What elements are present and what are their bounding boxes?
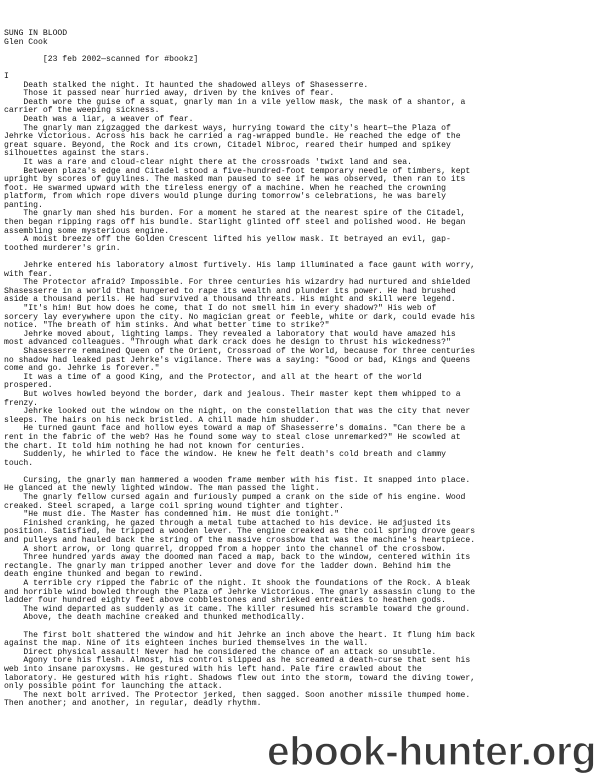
text-line: Death wore the guise of a squat, gnarly man in a vile yellow mask, the mask of a shantor, a	[4, 97, 466, 107]
text-line: against the map. Nine of its eighteen inches buried themselves in the wall.	[4, 639, 369, 649]
text-line: Shasesserre in a world that hungered to rape its wealth and plunder its power. He had brushed	[4, 286, 456, 296]
paragraph-block	[4, 82, 596, 254]
text-line: Those it passed near hurried away, driven by the knives of fear.	[4, 89, 335, 99]
text-line: A short arrow, or long quarrel, dropped from a hopper into the channel of the crossbow.	[4, 544, 446, 554]
text-line: position. Satisfied, he tripped a wooden lever. The engine creaked as the coil spring drove gears	[4, 527, 476, 537]
text-line: carrier of the weeping sickness.	[4, 106, 160, 116]
text-line: no shadow had leaked past Jehrke's vigilance. There was a saying: "Good or bad, Kings and Queens	[4, 355, 471, 365]
text-line: Agony tore his flesh. Almost, his control slipped as he screamed a death-curse that sent his	[4, 656, 471, 666]
text-line: rent in the fabric of the web? Has he found some way to steal close unremarked?" He scowled at	[4, 432, 461, 442]
text-line: and pulleys and hauled back the string of the massive crossbow that was the machine's heartpiece.	[4, 536, 476, 546]
text-line: frenzy.	[4, 398, 38, 408]
text-line: But wolves howled beyond the border, dark and jealous. Their master kept them whipped to a	[4, 389, 461, 399]
text-line: sorcery lay everywhere upon the city. No magician great or feeble, white or dark, could evade his	[4, 312, 476, 322]
text-line: Above, the death machine creaked and thunked methodically.	[4, 613, 306, 623]
paragraph-block	[4, 262, 596, 468]
text-line: The gnarly fellow cursed again and furiously pumped a crank on the side of his engine. Wood	[4, 493, 466, 503]
text-line: notice. "The breath of him stinks. And what better time to strike?"	[4, 321, 330, 331]
text-line: ladder four hundred eighty feet above cobblestones and shrieked entreaties to heathen gods.	[4, 596, 446, 606]
text-line: Between plaza's edge and Citadel stood a five-hundred-foot temporary needle of timbers, kept	[4, 166, 471, 176]
text-line: web into insane paroxysms. He gestured with his left hand. Pale fire crawled about the	[4, 664, 422, 674]
text-line: Jehrke moved about, lighting lamps. They revealed a laboratory that would have amazed his	[4, 329, 456, 339]
text-line: Cursing, the gnarly man hammered a wooden frame member with his fist. It snapped into place.	[4, 475, 471, 485]
text-line: rectangle. The gnarly man tripped another lever and dove for the ladder down. Behind him the	[4, 561, 451, 571]
text-line: The first bolt shattered the window and hit Jehrke an inch above the heart. It flung him back	[4, 630, 476, 640]
book-author: Glen Cook	[4, 37, 48, 47]
text-line: "It's him! But how does he come, that I do not smell him in every shadow?" His web of	[4, 304, 437, 313]
scan-note: [23 feb 2002—scanned for #bookz]	[42, 54, 199, 64]
text-line: Finished cranking, he gazed through a metal tube attached to his device. He adjusted its	[4, 518, 451, 528]
text-line: Three hundred yards away the doomed man faced a map, back to the window, centered within its	[4, 553, 471, 563]
document-page	[4, 30, 596, 709]
text-line: prospered.	[4, 381, 53, 391]
text-line: platform, from which rope divers would plunge during tomorrow's celebrations, he was barely	[4, 192, 446, 202]
text-line: sleeps. The hairs on his neck bristled. A chill made him shudder.	[4, 415, 320, 425]
text-line: most advanced colleagues. "Through what dark crack does he design to thrust his wickedness?"	[4, 338, 451, 348]
text-line: It was a rare and cloud-clear night there at the crossroads 'twixt land and sea.	[4, 157, 412, 167]
text-line: touch.	[4, 458, 34, 468]
text-line: panting.	[4, 200, 43, 210]
paragraph-block	[4, 477, 596, 623]
text-line: with fear.	[4, 269, 53, 279]
text-line: The gnarly man shed his burden. For a moment he stared at the nearest spire of the Citadel,	[4, 209, 466, 219]
text-line: Then another; and another, in regular, deadly rhythm.	[4, 699, 262, 709]
text-line: A moist breeze off the Golden Crescent lifted his yellow mask. It betrayed an evil, gap-	[4, 235, 451, 245]
chapter-heading: I	[4, 71, 9, 81]
chapter-body	[4, 82, 596, 709]
text-line: death engine thunked and began to rewind.	[4, 570, 204, 580]
text-line: Direct physical assault! Never had he considered the chance of an attack so unsubtle.	[4, 647, 437, 657]
text-line: creaked. Steel scraped, a large coil spring wound tighter and tighter.	[4, 501, 344, 511]
text-line: It was a time of a good King, and the Protector, and all at the heart of the world	[4, 372, 422, 382]
text-line: Shasesserre remained Queen of the Orient, Crossroad of the World, because for three centuries	[4, 346, 476, 356]
text-line: He glanced at the newly lighted window. The man passed the light.	[4, 484, 320, 494]
text-line: Death was a liar, a weaver of fear.	[4, 114, 194, 124]
text-line: upright by scores of guylines. The masked man paused to see if he was observed, then ran to its	[4, 175, 466, 185]
text-line: Jehrke entered his laboratory almost furtively. His lamp illuminated a face gaunt with worry,	[4, 261, 476, 271]
text-line: come and go. Jehrke is forever."	[4, 364, 160, 374]
text-line: aside a thousand perils. He had survived a thousand threats. His might and skill were legend.	[4, 295, 456, 305]
text-line: great square. Beyond, the Rock and its crown, Citadel Nibroc, reared their humped and spikey	[4, 140, 451, 150]
text-line: Suddenly, he whirled to face the window. He knew he felt death's cold breath and clammy	[4, 450, 446, 460]
text-line: laboratory. He gestured with his right. Shadows flew out into the storm, toward the diving tower,	[4, 673, 476, 683]
paragraph-block	[4, 632, 596, 709]
text-line: He turned gaunt face and hollow eyes toward a map of Shasesserre's domains. "Can there be a	[4, 424, 466, 434]
text-line: assembling some mysterious engine.	[4, 226, 170, 236]
text-line: toothed murderer's grin.	[4, 243, 121, 253]
text-line: and horrible wind bowled through the Plaza of Jehrke Victorious. The gnarly assassin clung to the	[4, 587, 476, 597]
text-line: "He must die. The Master has condemned him. He must die tonight."	[4, 510, 340, 520]
text-line: The next bolt arrived. The Protector jerked, then sagged. Soon another missile thumped home.	[4, 690, 471, 700]
text-line: Death stalked the night. It haunted the shadowed alleys of Shasesserre.	[4, 80, 369, 90]
watermark-logo: ebook-hunter.org	[266, 728, 596, 774]
text-line: only possible point for launching the attack.	[4, 682, 223, 692]
text-line: A terrible cry ripped the fabric of the night. It shook the foundations of the Rock. A bleak	[4, 579, 471, 588]
text-line: silhouettes against the stars.	[4, 149, 150, 159]
text-line: the chart. It told him nothing he had not known for centuries.	[4, 441, 306, 451]
text-line: then began ripping rags off his bundle. Starlight glinted off steel and polished wood. He began	[4, 218, 466, 228]
text-line: The gnarly man zigzagged the darkest ways, hurrying toward the city's heart—the Plaza of	[4, 123, 451, 133]
text-line: Jehrke looked out the window on the night, on the constellation that was the city that never	[4, 407, 471, 417]
text-line: The wind departed as suddenly as it came. The killer resumed his scramble toward the ground.	[4, 604, 471, 614]
text-line: Jehrke Victorious. Across his back he carried a rag-wrapped bundle. He reached the edge of the	[4, 132, 461, 142]
book-title: SUNG IN BLOOD	[4, 29, 68, 38]
text-line: foot. He swarmed upward with the tireless energy of a machine. When he reached the crowning	[4, 183, 446, 193]
text-line: The Protector afraid? Impossible. For three centuries his wizardry had nurtured and shielded	[4, 278, 471, 288]
